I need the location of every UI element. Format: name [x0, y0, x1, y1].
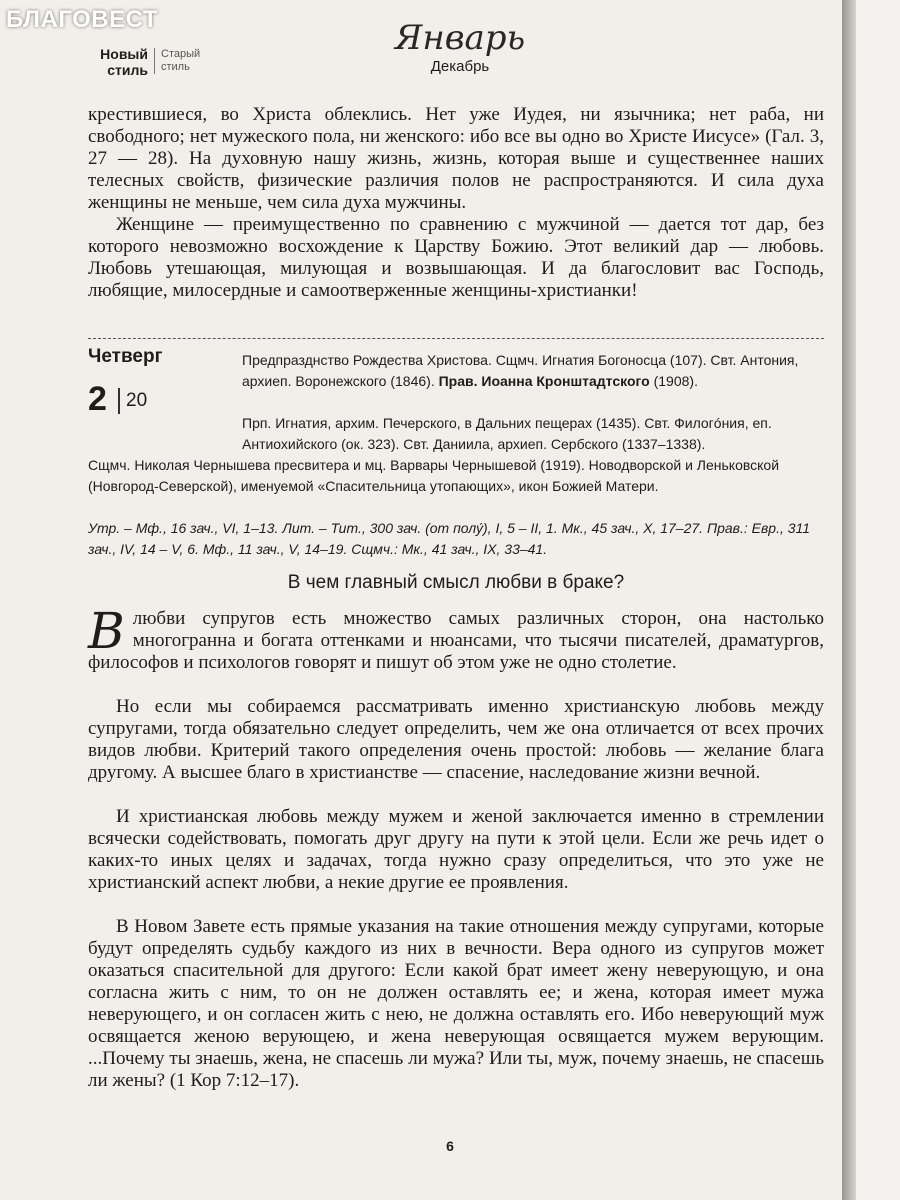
new-date: 2: [88, 380, 107, 418]
weekday: Четверг: [88, 346, 163, 367]
new-style-label: Новый стиль: [100, 46, 148, 78]
saints-text-end: (1908).: [653, 373, 698, 389]
intro-paragraph-1: крестившиеся, во Христа облеклись. Нет уже Иудея, ни язычника; нет раба, ни свободного; нет мужеского пола, ни женского: ибо все вы одно во Христе Иисусе» (Гал. 3, 27 — 28). На духовную нашу жизнь, жизнь, которая выше и существеннее наших телесных свойств, физические различия полов не распространяются. И сила духа женщины не меньше, чем сила духа мужчины.: [88, 104, 824, 213]
saints-text: Предпразднство Рождества Христова. Сщмч. Игнатия Богоносца (107). Свт. Антония, архиеп. Воронежского (1846).: [242, 352, 799, 389]
drop-cap: В: [88, 602, 125, 660]
article-paragraph-3: И христианская любовь между мужем и женой заключается именно в стремлении всячески содействовать, помогать друг другу на пути к этой цели. Если же речь идет о каких-то иных целях и задачах, тогда нужно сразу определиться, что это уже не христианский аспект любви, а некие другие ее проявления.: [88, 806, 824, 893]
watermark-logo: БЛАГОВЕСТ: [6, 6, 159, 33]
saints-commemoration-1: [242, 350, 824, 392]
old-month-title: Декабрь: [430, 58, 490, 75]
adjacent-page-edge: [856, 0, 900, 1200]
book-gutter: [842, 0, 856, 1200]
section-divider: [88, 338, 824, 339]
scripture-readings: Утр. – Мф., 16 зач., VI, 1–13. Лит. – Тит., 300 зач. (от полу́), I, 5 – II, 1. Мк., 45 зач., X, 17–27. Прав.: Евр., 311 зач., IV, 14 – V, 6. Мф., 11 зач., V, 14–19. Сщмч.: Мк., 41 зач., IX, 33–41.: [88, 520, 811, 557]
page-number: 6: [446, 1138, 454, 1154]
article-paragraph-2: Но если мы собираемся рассматривать именно христианскую любовь между супругами, тогда обязательно следует определить, чем же она отличается от всех прочих видов любви. Критерий такого определения очень простой: любовь — желание блага другому. А высшее благо в христианстве — спасение, наследование жизни вечной.: [88, 696, 824, 783]
old-date: 20: [126, 390, 148, 411]
saints-commemoration-2: Прп. Игнатия, архим. Печерского, в Дальних пещерах (1435). Свт. Филогóния, еп. Антиохийского (ок. 323). Свт. Даниила, архиеп. Сербского (1337–1338).: [242, 415, 772, 452]
month-title: Январь: [394, 18, 526, 58]
old-style-label: Старый стиль: [154, 48, 200, 74]
date-separator: [118, 388, 120, 414]
article-paragraph-1-text: любви супругов есть множество самых различных сторон, она настолько многогранна и богата оттенками и нюансами, что тысячи писателей, драматургов, философов и психологов говорят и пишут об этом уже не одно столетие.: [88, 608, 824, 673]
article-title: В чем главный смысл любви в браке?: [287, 572, 625, 593]
article-paragraph-4: В Новом Завете есть прямые указания на такие отношения между супругами, которые будут определять судьбу каждого из них в вечности. Вера одного из супругов может оказаться спасительной для другого: Если какой брат имеет жену неверующую, и она согласна жить с ним, то он не должен оставлять ее; и жена, которая имеет мужа неверующего, и он согласен жить с нею, не должна оставлять его. Ибо неверующий муж освящается женою верующею, и жена неверующая освящается мужем верующим. ...Почему ты знаешь, жена, не спасешь ли мужа? Или ты, муж, почему знаешь, не спасешь ли жены? (1 Кор 7:12–17).: [88, 916, 824, 1091]
intro-paragraph-2: Женщине — преимущественно по сравнению с мужчиной — дается тот дар, без которого невозможно восхождение к Царству Божию. Этот великий дар — любовь. Любовь утешающая, милующая и возвышающая. И да благословит вас Господь, любящие, милосердные и самоотверженные женщины-христианки!: [88, 214, 824, 301]
article-paragraph-1: [88, 602, 824, 674]
saints-bold-name: Прав. Иоанна Кронштадтского: [438, 373, 650, 389]
saints-commemoration-3: Сщмч. Николая Чернышева пресвитера и мц. Варвары Чернышевой (1919). Новодворской и Леньковской (Новгород-Северской), именуемой «Спасительница утопающих», икон Божией Матери.: [88, 457, 780, 494]
